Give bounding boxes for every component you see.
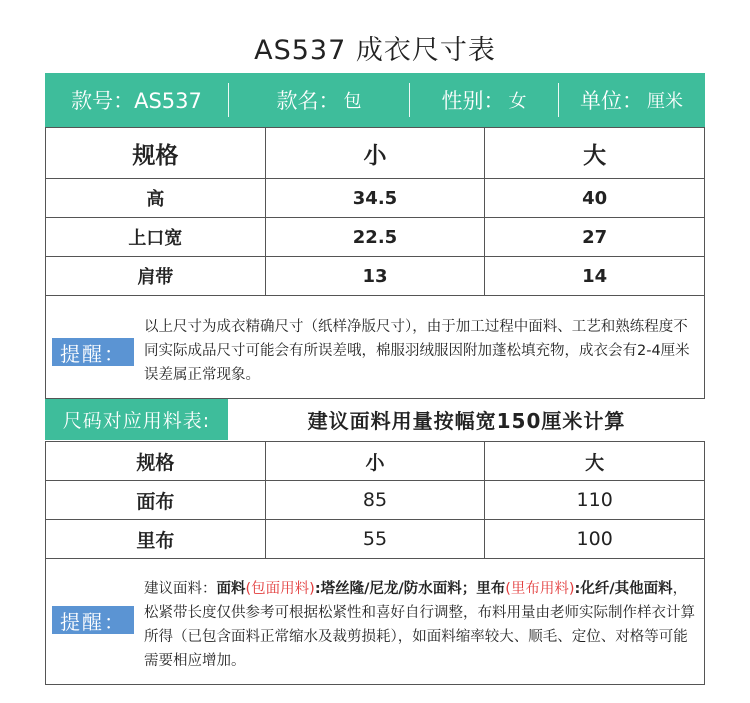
table-cell: 100 <box>485 520 705 559</box>
header-cell: 小 <box>265 128 485 179</box>
fabric-section-caption: 建议面料用量按幅宽150厘米计算 <box>307 409 626 433</box>
table-cell: 13 <box>265 257 485 296</box>
row-label: 高 <box>46 179 266 218</box>
unit-label: 单位： <box>580 89 643 113</box>
table-cell: 22.5 <box>265 218 485 257</box>
table-cell: 85 <box>265 481 485 520</box>
header-cell: 规格 <box>46 442 266 481</box>
fabric-section-header <box>45 399 705 442</box>
table-row <box>46 481 705 520</box>
table-row <box>46 520 705 559</box>
table-cell: 34.5 <box>265 179 485 218</box>
reminder-badge: 提醒： <box>52 338 134 366</box>
divider <box>558 83 559 117</box>
fabric-reminder-text <box>144 577 699 673</box>
table-cell: 14 <box>485 257 705 296</box>
style-name-value: 包 <box>343 91 362 112</box>
row-label: 面布 <box>46 481 266 520</box>
unit <box>559 73 704 127</box>
header-cell: 大 <box>485 442 705 481</box>
reminder-highlight: (里布用料) <box>505 581 575 597</box>
table-header-row <box>46 442 705 481</box>
table-cell: 40 <box>485 179 705 218</box>
fabric-table <box>45 441 705 559</box>
row-label: 里布 <box>46 520 266 559</box>
header-cell: 规格 <box>46 128 266 179</box>
table-cell: 55 <box>265 520 485 559</box>
reminder-segment: :化纤/其他面料 <box>574 581 673 597</box>
page-title: AS537 成衣尺寸表 <box>254 35 496 66</box>
info-bar <box>45 73 705 127</box>
header-cell: 小 <box>265 442 485 481</box>
reminder-box-fabric <box>45 557 705 685</box>
reminder-box <box>45 295 705 399</box>
row-label: 上口宽 <box>46 218 266 257</box>
reminder-segment: ，松紧带长度仅供参考可根据松紧性和喜好自行调整，布料用量由老师实际制作样衣计算所得（已包含面料正常缩水及裁剪损耗），如面料缩率较大、顺毛、定位、对格等可能需要相应增加。 <box>144 581 695 669</box>
size-table <box>45 127 705 296</box>
reminder-segment: 建议面料： <box>144 581 217 597</box>
unit-value: 厘米 <box>647 91 683 112</box>
reminder-segment: 面料 <box>216 581 246 597</box>
style-name <box>229 73 409 127</box>
divider <box>409 83 410 117</box>
gender <box>410 73 558 127</box>
reminder-segment: :塔丝隆/尼龙/防水面料；里布 <box>314 581 506 597</box>
divider <box>228 83 229 117</box>
row-label: 肩带 <box>46 257 266 296</box>
table-row <box>46 218 705 257</box>
style-name-label: 款名： <box>276 89 340 113</box>
table-row <box>46 179 705 218</box>
style-number: 款号：AS537 <box>71 89 202 113</box>
reminder-badge: 提醒： <box>52 606 134 634</box>
header-cell: 大 <box>485 128 705 179</box>
table-cell: 27 <box>485 218 705 257</box>
reminder-highlight: (包面用料) <box>245 581 315 597</box>
table-row <box>46 257 705 296</box>
gender-value: 女 <box>508 91 527 112</box>
reminder-text: 以上尺寸为成衣精确尺寸（纸样净版尺寸），由于加工过程中面料、工艺和熟练程度不同实际成品尺寸可能会有所误差哦，棉服羽绒服因附加蓬松填充物，成衣会有2-4厘米误差属正常现象。 <box>144 319 690 383</box>
table-header-row <box>46 128 705 179</box>
fabric-section-badge: 尺码对应用料表: <box>45 399 228 440</box>
gender-label: 性别： <box>441 89 505 113</box>
table-cell: 110 <box>485 481 705 520</box>
